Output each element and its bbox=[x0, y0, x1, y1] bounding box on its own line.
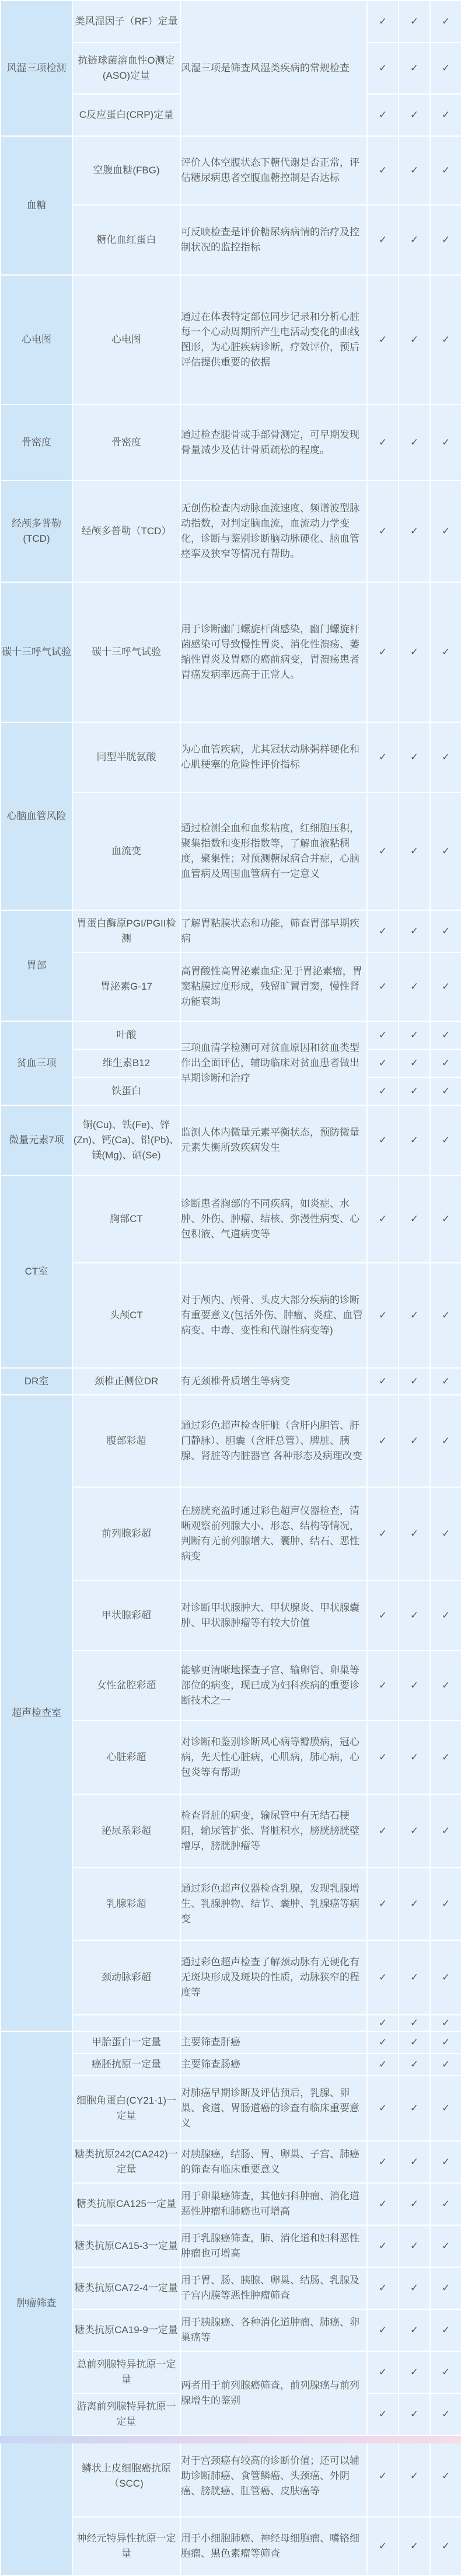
included-check-icon: ✓ bbox=[399, 1368, 430, 1395]
exam-item-description: 通过在体表特定部位同步记录和分析心脏每一个心动周期所产生电活动变化的曲线图形，为心脏疾病诊断，疗效评价，预后评估提供重要的依据 bbox=[180, 275, 367, 405]
exam-item-name: 空腹血糖(FBG) bbox=[72, 136, 180, 205]
exam-item-description: 用于胰腺癌、各种消化道肿瘤、肺癌、卵巢癌等 bbox=[180, 2309, 367, 2351]
included-check-icon: ✓ bbox=[430, 910, 461, 952]
included-check-icon: ✓ bbox=[367, 792, 399, 910]
included-check-icon: ✓ bbox=[399, 1395, 430, 1487]
included-check-icon: ✓ bbox=[367, 1105, 399, 1175]
exam-item-description: 为心血管疾病，尤其冠状动脉粥样硬化和心肌梗塞的危险性评价指标 bbox=[180, 722, 367, 792]
included-check-icon: ✓ bbox=[430, 1049, 461, 1077]
table-row bbox=[1, 1175, 461, 1263]
included-check-icon: ✓ bbox=[399, 1105, 430, 1175]
included-check-icon: ✓ bbox=[367, 205, 399, 275]
included-check-icon: ✓ bbox=[399, 2517, 430, 2575]
exam-item-name: 铁蛋白 bbox=[72, 1077, 180, 1105]
exam-item-name: C反应蛋白(CRP)定量 bbox=[72, 94, 180, 136]
included-check-icon: ✓ bbox=[367, 1021, 399, 1049]
table-row bbox=[1, 1, 461, 43]
included-check-icon: ✓ bbox=[430, 1581, 461, 1651]
included-check-icon: ✓ bbox=[367, 2141, 399, 2183]
exam-item-name: 胸部CT bbox=[72, 1175, 180, 1263]
included-check-icon: ✓ bbox=[367, 1263, 399, 1368]
exam-item-description: 用于小细胞肺癌、神经母细胞瘤、嗜铬细胞瘤、黑色素瘤等筛查 bbox=[180, 2517, 367, 2575]
exam-item-name: 糖类抗原CA15-3一定量 bbox=[72, 2225, 180, 2267]
included-check-icon: ✓ bbox=[367, 1940, 399, 2015]
included-check-icon: ✓ bbox=[367, 1651, 399, 1721]
included-check-icon: ✓ bbox=[399, 136, 430, 205]
included-check-icon: ✓ bbox=[399, 1175, 430, 1263]
exam-item-name: 糖类抗原242(CA242)一定量 bbox=[72, 2141, 180, 2183]
included-check-icon: ✓ bbox=[367, 1077, 399, 1105]
included-check-icon: ✓ bbox=[430, 2351, 461, 2393]
exam-item-name: 糖化血红蛋白 bbox=[72, 205, 180, 275]
included-check-icon: ✓ bbox=[367, 94, 399, 136]
included-check-icon: ✓ bbox=[367, 1395, 399, 1487]
included-check-icon: ✓ bbox=[399, 481, 430, 582]
included-check-icon: ✓ bbox=[399, 205, 430, 275]
exam-item-name: 甲状腺彩超 bbox=[72, 1581, 180, 1651]
exam-item-name: 胃蛋白酶原PGI/PGII检测 bbox=[72, 910, 180, 952]
exam-item-description: 通过彩色超声检查肝脏（含肝内胆管、肝门静脉）、胆囊（含肝总管）、脾脏、胰腺、肾脏等内脏器官 各种形态及病理改变 bbox=[180, 1395, 367, 1487]
exam-item-description: 通过彩色超声检查了解颈动脉有无硬化有无斑块形成及斑块的性质，动脉狭窄的程度等 bbox=[180, 1940, 367, 2015]
exam-item-name: 腹部彩超 bbox=[72, 1395, 180, 1487]
exam-item-description: 对诊断和鉴别诊断风心病等瓣膜病，冠心病，先天性心脏病，心肌病，肺心病，心包炎等有帮助 bbox=[180, 1721, 367, 1794]
table-row bbox=[1, 136, 461, 205]
table-row bbox=[1, 481, 461, 582]
included-check-icon: ✓ bbox=[430, 1175, 461, 1263]
included-check-icon: ✓ bbox=[367, 910, 399, 952]
included-check-icon: ✓ bbox=[430, 2031, 461, 2053]
exam-item-name: 乳腺彩超 bbox=[72, 1868, 180, 1940]
exam-item-name: 碳十三呼气试验 bbox=[72, 582, 180, 722]
exam-item-name: 铜(Cu)、铁(Fe)、锌(Zn)、钙(Ca)、铅(Pb)、镁(Mg)、硒(Se) bbox=[72, 1105, 180, 1175]
exam-item-name: 抗链球菌溶血性O测定(ASO)定量 bbox=[72, 43, 180, 94]
included-check-icon: ✓ bbox=[367, 1487, 399, 1581]
included-check-icon: ✓ bbox=[367, 2183, 399, 2225]
included-check-icon: ✓ bbox=[399, 1868, 430, 1940]
included-check-icon: ✓ bbox=[367, 2076, 399, 2141]
included-check-icon: ✓ bbox=[399, 2435, 430, 2517]
table-row bbox=[1, 910, 461, 952]
included-check-icon: ✓ bbox=[430, 1651, 461, 1721]
exam-item-name: 糖类抗原CA72-4一定量 bbox=[72, 2267, 180, 2309]
exam-item-name: 总前列腺特异抗原一定量 bbox=[72, 2351, 180, 2393]
exam-item-description: 两者用于前列腺癌筛查，前列腺癌与前列腺增生的鉴别 bbox=[180, 2351, 367, 2435]
table-row bbox=[1, 722, 461, 792]
included-check-icon: ✓ bbox=[367, 2053, 399, 2076]
exam-item-description bbox=[180, 2015, 367, 2031]
exam-item-name: 前列腺彩超 bbox=[72, 1487, 180, 1581]
included-check-icon: ✓ bbox=[399, 2053, 430, 2076]
exam-item-description: 能够更清晰地探查子宫、输卵管、卵巢等部位的病变，现已成为妇科疾病的重要诊断技术之一 bbox=[180, 1651, 367, 1721]
included-check-icon: ✓ bbox=[399, 792, 430, 910]
included-check-icon: ✓ bbox=[367, 2031, 399, 2053]
included-check-icon: ✓ bbox=[367, 1, 399, 43]
exam-item-description: 评价人体空腹状态下糖代谢是否正常，评估糖尿病患者空腹血糖控制是否达标 bbox=[180, 136, 367, 205]
included-check-icon: ✓ bbox=[367, 582, 399, 722]
table-row bbox=[1, 582, 461, 722]
included-check-icon: ✓ bbox=[430, 1721, 461, 1794]
included-check-icon: ✓ bbox=[399, 2031, 430, 2053]
included-check-icon: ✓ bbox=[430, 1868, 461, 1940]
included-check-icon: ✓ bbox=[399, 2076, 430, 2141]
included-check-icon: ✓ bbox=[430, 1794, 461, 1868]
included-check-icon: ✓ bbox=[399, 1940, 430, 2015]
included-check-icon: ✓ bbox=[399, 2393, 430, 2435]
included-check-icon: ✓ bbox=[430, 405, 461, 481]
exam-item-description: 三项血清学检测可对贫血原因和贫血类型作出全面评估，辅助临床对贫血患者做出早期诊断和治疗 bbox=[180, 1021, 367, 1105]
included-check-icon: ✓ bbox=[430, 2015, 461, 2031]
table-row bbox=[1, 1105, 461, 1175]
exam-item-description: 通过彩色超声仪器检查乳腺，发现乳腺增生、乳腺肿物、结节、囊肿、乳腺癌等病变 bbox=[180, 1868, 367, 1940]
table-row bbox=[1, 1021, 461, 1049]
included-check-icon: ✓ bbox=[430, 205, 461, 275]
included-check-icon: ✓ bbox=[430, 1940, 461, 2015]
exam-item-description: 用于乳腺癌筛查，肺、消化道和妇科恶性肿瘤也可增高 bbox=[180, 2225, 367, 2267]
included-check-icon: ✓ bbox=[367, 952, 399, 1021]
exam-item-name: 糖类抗原CA19-9一定量 bbox=[72, 2309, 180, 2351]
included-check-icon: ✓ bbox=[367, 405, 399, 481]
exam-item-description: 风湿三项是筛查风湿类疾病的常规检查 bbox=[180, 1, 367, 136]
exam-item-description: 用于诊断幽门螺旋杆菌感染，幽门螺旋杆菌感染可导致慢性胃炎、消化性溃疡、萎缩性胃炎及胃癌的癌前病变，胃溃疡患者胃癌发病率远高于正常人。 bbox=[180, 582, 367, 722]
category-cell: CT室 bbox=[1, 1175, 72, 1368]
exam-item-name bbox=[72, 2015, 180, 2031]
included-check-icon: ✓ bbox=[367, 2015, 399, 2031]
included-check-icon: ✓ bbox=[430, 1263, 461, 1368]
included-check-icon: ✓ bbox=[430, 2053, 461, 2076]
included-check-icon: ✓ bbox=[430, 2225, 461, 2267]
included-check-icon: ✓ bbox=[367, 722, 399, 792]
included-check-icon: ✓ bbox=[430, 2435, 461, 2517]
included-check-icon: ✓ bbox=[367, 1175, 399, 1263]
included-check-icon: ✓ bbox=[430, 722, 461, 792]
included-check-icon: ✓ bbox=[367, 2393, 399, 2435]
exam-item-name: 细胞角蛋白(CY21-1)一定量 bbox=[72, 2076, 180, 2141]
category-cell: 心脑血管风险 bbox=[1, 722, 72, 910]
exam-item-name: 颈动脉彩超 bbox=[72, 1940, 180, 2015]
category-cell: 心电图 bbox=[1, 275, 72, 405]
exam-item-description: 监测人体内微量元素平衡状态，预防微量元素失衡所致疾病发生 bbox=[180, 1105, 367, 1175]
category-cell: 血糖 bbox=[1, 136, 72, 275]
included-check-icon: ✓ bbox=[399, 2351, 430, 2393]
exam-item-description: 了解胃粘膜状态和功能，筛查胃部早期疾病 bbox=[180, 910, 367, 952]
exam-item-name: 血流变 bbox=[72, 792, 180, 910]
included-check-icon: ✓ bbox=[367, 1368, 399, 1395]
exam-item-description: 诊断患者胸部的不同疾病，如炎症、水肿、外伤、肿瘤、结核、弥漫性病变、心包积液、气道病变等 bbox=[180, 1175, 367, 1263]
included-check-icon: ✓ bbox=[399, 405, 430, 481]
included-check-icon: ✓ bbox=[399, 1581, 430, 1651]
included-check-icon: ✓ bbox=[399, 722, 430, 792]
included-check-icon: ✓ bbox=[367, 2309, 399, 2351]
included-check-icon: ✓ bbox=[430, 1395, 461, 1487]
table-row bbox=[1, 405, 461, 481]
included-check-icon: ✓ bbox=[430, 2141, 461, 2183]
category-cell: 风湿三项检测 bbox=[1, 1, 72, 136]
exam-item-name: 类风湿因子（RF）定量 bbox=[72, 1, 180, 43]
included-check-icon: ✓ bbox=[367, 2435, 399, 2517]
included-check-icon: ✓ bbox=[367, 481, 399, 582]
exam-item-name: 头颅CT bbox=[72, 1263, 180, 1368]
included-check-icon: ✓ bbox=[399, 2309, 430, 2351]
included-check-icon: ✓ bbox=[430, 481, 461, 582]
category-cell: 经颅多普勒(TCD) bbox=[1, 481, 72, 582]
included-check-icon: ✓ bbox=[367, 2351, 399, 2393]
included-check-icon: ✓ bbox=[430, 582, 461, 722]
included-check-icon: ✓ bbox=[430, 1368, 461, 1395]
exam-items-body bbox=[1, 1, 461, 2575]
included-check-icon: ✓ bbox=[399, 952, 430, 1021]
included-check-icon: ✓ bbox=[430, 792, 461, 910]
included-check-icon: ✓ bbox=[399, 1721, 430, 1794]
exam-item-description: 对肺癌早期诊断及评估预后，乳腺、卵巢、食道、胃肠道癌的诊查有临床重要意义 bbox=[180, 2076, 367, 2141]
included-check-icon: ✓ bbox=[430, 1077, 461, 1105]
exam-item-name: 颈椎正侧位DR bbox=[72, 1368, 180, 1395]
exam-item-description: 高胃酸性高胃泌素血症:见于胃泌素瘤，胃窦粘膜过度形成，残留旷置胃窦，慢性肾功能衰竭 bbox=[180, 952, 367, 1021]
included-check-icon: ✓ bbox=[367, 1581, 399, 1651]
included-check-icon: ✓ bbox=[399, 2267, 430, 2309]
included-check-icon: ✓ bbox=[430, 43, 461, 94]
included-check-icon: ✓ bbox=[367, 2517, 399, 2575]
exam-item-description: 用于胃、肠、胰腺、卵巢、结肠、乳腺及子宫内膜等恶性肿瘤筛查 bbox=[180, 2267, 367, 2309]
included-check-icon: ✓ bbox=[399, 43, 430, 94]
exam-item-name: 骨密度 bbox=[72, 405, 180, 481]
exam-item-name: 泌尿系彩超 bbox=[72, 1794, 180, 1868]
exam-item-name: 同型半胱氨酸 bbox=[72, 722, 180, 792]
exam-item-name: 心电图 bbox=[72, 275, 180, 405]
included-check-icon: ✓ bbox=[399, 2141, 430, 2183]
included-check-icon: ✓ bbox=[430, 94, 461, 136]
exam-item-description: 在膀胱充盈时通过彩色超声仪器检查，清晰观察前列腺大小、形态、结构等情况，判断有无前列腺增大、囊肿、结石、恶性病变 bbox=[180, 1487, 367, 1581]
exam-item-description: 对于颅内、颅骨、头皮大部分疾病的诊断有重要意义(包括外伤、肿瘤、炎症、血管病变、中毒、变性和代谢性病变等) bbox=[180, 1263, 367, 1368]
exam-item-name: 癌胚抗原一定量 bbox=[72, 2053, 180, 2076]
included-check-icon: ✓ bbox=[430, 2517, 461, 2575]
table-row bbox=[1, 2031, 461, 2053]
included-check-icon: ✓ bbox=[399, 1049, 430, 1077]
included-check-icon: ✓ bbox=[399, 1077, 430, 1105]
exam-item-name: 经颅多普勒（TCD） bbox=[72, 481, 180, 582]
exam-item-description: 主要筛查肠癌 bbox=[180, 2053, 367, 2076]
category-cell: 胃部 bbox=[1, 910, 72, 1021]
included-check-icon: ✓ bbox=[430, 1021, 461, 1049]
included-check-icon: ✓ bbox=[367, 1868, 399, 1940]
included-check-icon: ✓ bbox=[399, 910, 430, 952]
included-check-icon: ✓ bbox=[399, 1487, 430, 1581]
included-check-icon: ✓ bbox=[430, 1487, 461, 1581]
included-check-icon: ✓ bbox=[399, 2183, 430, 2225]
included-check-icon: ✓ bbox=[430, 2309, 461, 2351]
included-check-icon: ✓ bbox=[399, 1794, 430, 1868]
included-check-icon: ✓ bbox=[430, 952, 461, 1021]
category-cell: 肿瘤筛查 bbox=[1, 2031, 72, 2575]
included-check-icon: ✓ bbox=[430, 1, 461, 43]
included-check-icon: ✓ bbox=[430, 2183, 461, 2225]
category-cell: DR室 bbox=[1, 1368, 72, 1395]
included-check-icon: ✓ bbox=[399, 1263, 430, 1368]
category-cell: 贫血三项 bbox=[1, 1021, 72, 1105]
included-check-icon: ✓ bbox=[399, 1, 430, 43]
exam-item-name: 鳞状上皮细胞癌抗原（SCC) bbox=[72, 2435, 180, 2517]
table-row bbox=[1, 1395, 461, 1487]
included-check-icon: ✓ bbox=[367, 136, 399, 205]
bottom-gradient-bar bbox=[0, 2436, 461, 2443]
included-check-icon: ✓ bbox=[399, 1651, 430, 1721]
exam-item-description: 对胰腺癌，结肠、胃、卵巢、子宫、肺癌的筛查有临床重要意义 bbox=[180, 2141, 367, 2183]
category-cell: 超声检查室 bbox=[1, 1395, 72, 2031]
exam-item-description: 有无颈椎骨质增生等病变 bbox=[180, 1368, 367, 1395]
exam-item-name: 甲胎蛋白一定量 bbox=[72, 2031, 180, 2053]
exam-item-name: 心脏彩超 bbox=[72, 1721, 180, 1794]
included-check-icon: ✓ bbox=[399, 582, 430, 722]
included-check-icon: ✓ bbox=[430, 2076, 461, 2141]
included-check-icon: ✓ bbox=[367, 1794, 399, 1868]
exam-item-description: 无创伤检查内动脉血流速度、频谱波型脉动指数，对判定脑血流，血流动力学变化，诊断与鉴别诊断脑动脉硬化、脑血管痉挛及狭窄等情况有帮助。 bbox=[180, 481, 367, 582]
table-row bbox=[1, 1368, 461, 1395]
category-cell: 碳十三呼气试验 bbox=[1, 582, 72, 722]
category-cell: 骨密度 bbox=[1, 405, 72, 481]
included-check-icon: ✓ bbox=[430, 136, 461, 205]
table-row bbox=[1, 275, 461, 405]
exam-item-description: 通过检测全血和血浆粘度，红细胞压积，聚集指数和变形指数等，了解血液粘稠度，聚集性；对预测糖尿病合并症，心脑血管病及周围血管病有一定意义 bbox=[180, 792, 367, 910]
included-check-icon: ✓ bbox=[367, 1049, 399, 1077]
exam-item-name: 神经元特异性抗原一定量 bbox=[72, 2517, 180, 2575]
exam-item-description: 对于宫颈癌有较高的诊断价值；还可以辅助诊断肺癌、食管鳞癌、头颈癌、外阴癌、膀胱癌、肛管癌、皮肤癌等 bbox=[180, 2435, 367, 2517]
exam-item-description: 可反映检查是评价糖尿病病情的治疗及控制状况的监控指标 bbox=[180, 205, 367, 275]
included-check-icon: ✓ bbox=[399, 2015, 430, 2031]
included-check-icon: ✓ bbox=[430, 275, 461, 405]
included-check-icon: ✓ bbox=[399, 1021, 430, 1049]
included-check-icon: ✓ bbox=[367, 1721, 399, 1794]
exam-item-name: 女性盆腔彩超 bbox=[72, 1651, 180, 1721]
included-check-icon: ✓ bbox=[399, 94, 430, 136]
included-check-icon: ✓ bbox=[399, 275, 430, 405]
included-check-icon: ✓ bbox=[367, 43, 399, 94]
exam-item-description: 对诊断甲状腺肿大、甲状腺炎、甲状腺囊肿、甲状腺肿瘤等有较大价值 bbox=[180, 1581, 367, 1651]
exam-item-description: 用于卵巢癌筛查，其他妇科肿瘤、消化道恶性肿瘤和肺癌也可增高 bbox=[180, 2183, 367, 2225]
exam-item-name: 游离前列腺特异抗原一定量 bbox=[72, 2393, 180, 2435]
included-check-icon: ✓ bbox=[367, 275, 399, 405]
exam-item-description: 检查肾脏的病变，输尿管中有无结石梗阻，输尿管扩张、肾脏积水，膀胱膀胱壁增厚，膀胱肿瘤等 bbox=[180, 1794, 367, 1868]
exam-item-description: 通过检查腿骨或手部骨测定，可早期发现骨量减少及估计骨质疏松的程度。 bbox=[180, 405, 367, 481]
exam-item-description: 主要筛查肝癌 bbox=[180, 2031, 367, 2053]
included-check-icon: ✓ bbox=[430, 2267, 461, 2309]
included-check-icon: ✓ bbox=[399, 2225, 430, 2267]
included-check-icon: ✓ bbox=[367, 2267, 399, 2309]
exam-item-name: 糖类抗原CA125一定量 bbox=[72, 2183, 180, 2225]
exam-item-name: 叶酸 bbox=[72, 1021, 180, 1049]
exam-item-name: 胃泌素G-17 bbox=[72, 952, 180, 1021]
included-check-icon: ✓ bbox=[430, 1105, 461, 1175]
included-check-icon: ✓ bbox=[367, 2225, 399, 2267]
category-cell: 微量元素7项 bbox=[1, 1105, 72, 1175]
included-check-icon: ✓ bbox=[430, 2393, 461, 2435]
exam-item-name: 维生素B12 bbox=[72, 1049, 180, 1077]
